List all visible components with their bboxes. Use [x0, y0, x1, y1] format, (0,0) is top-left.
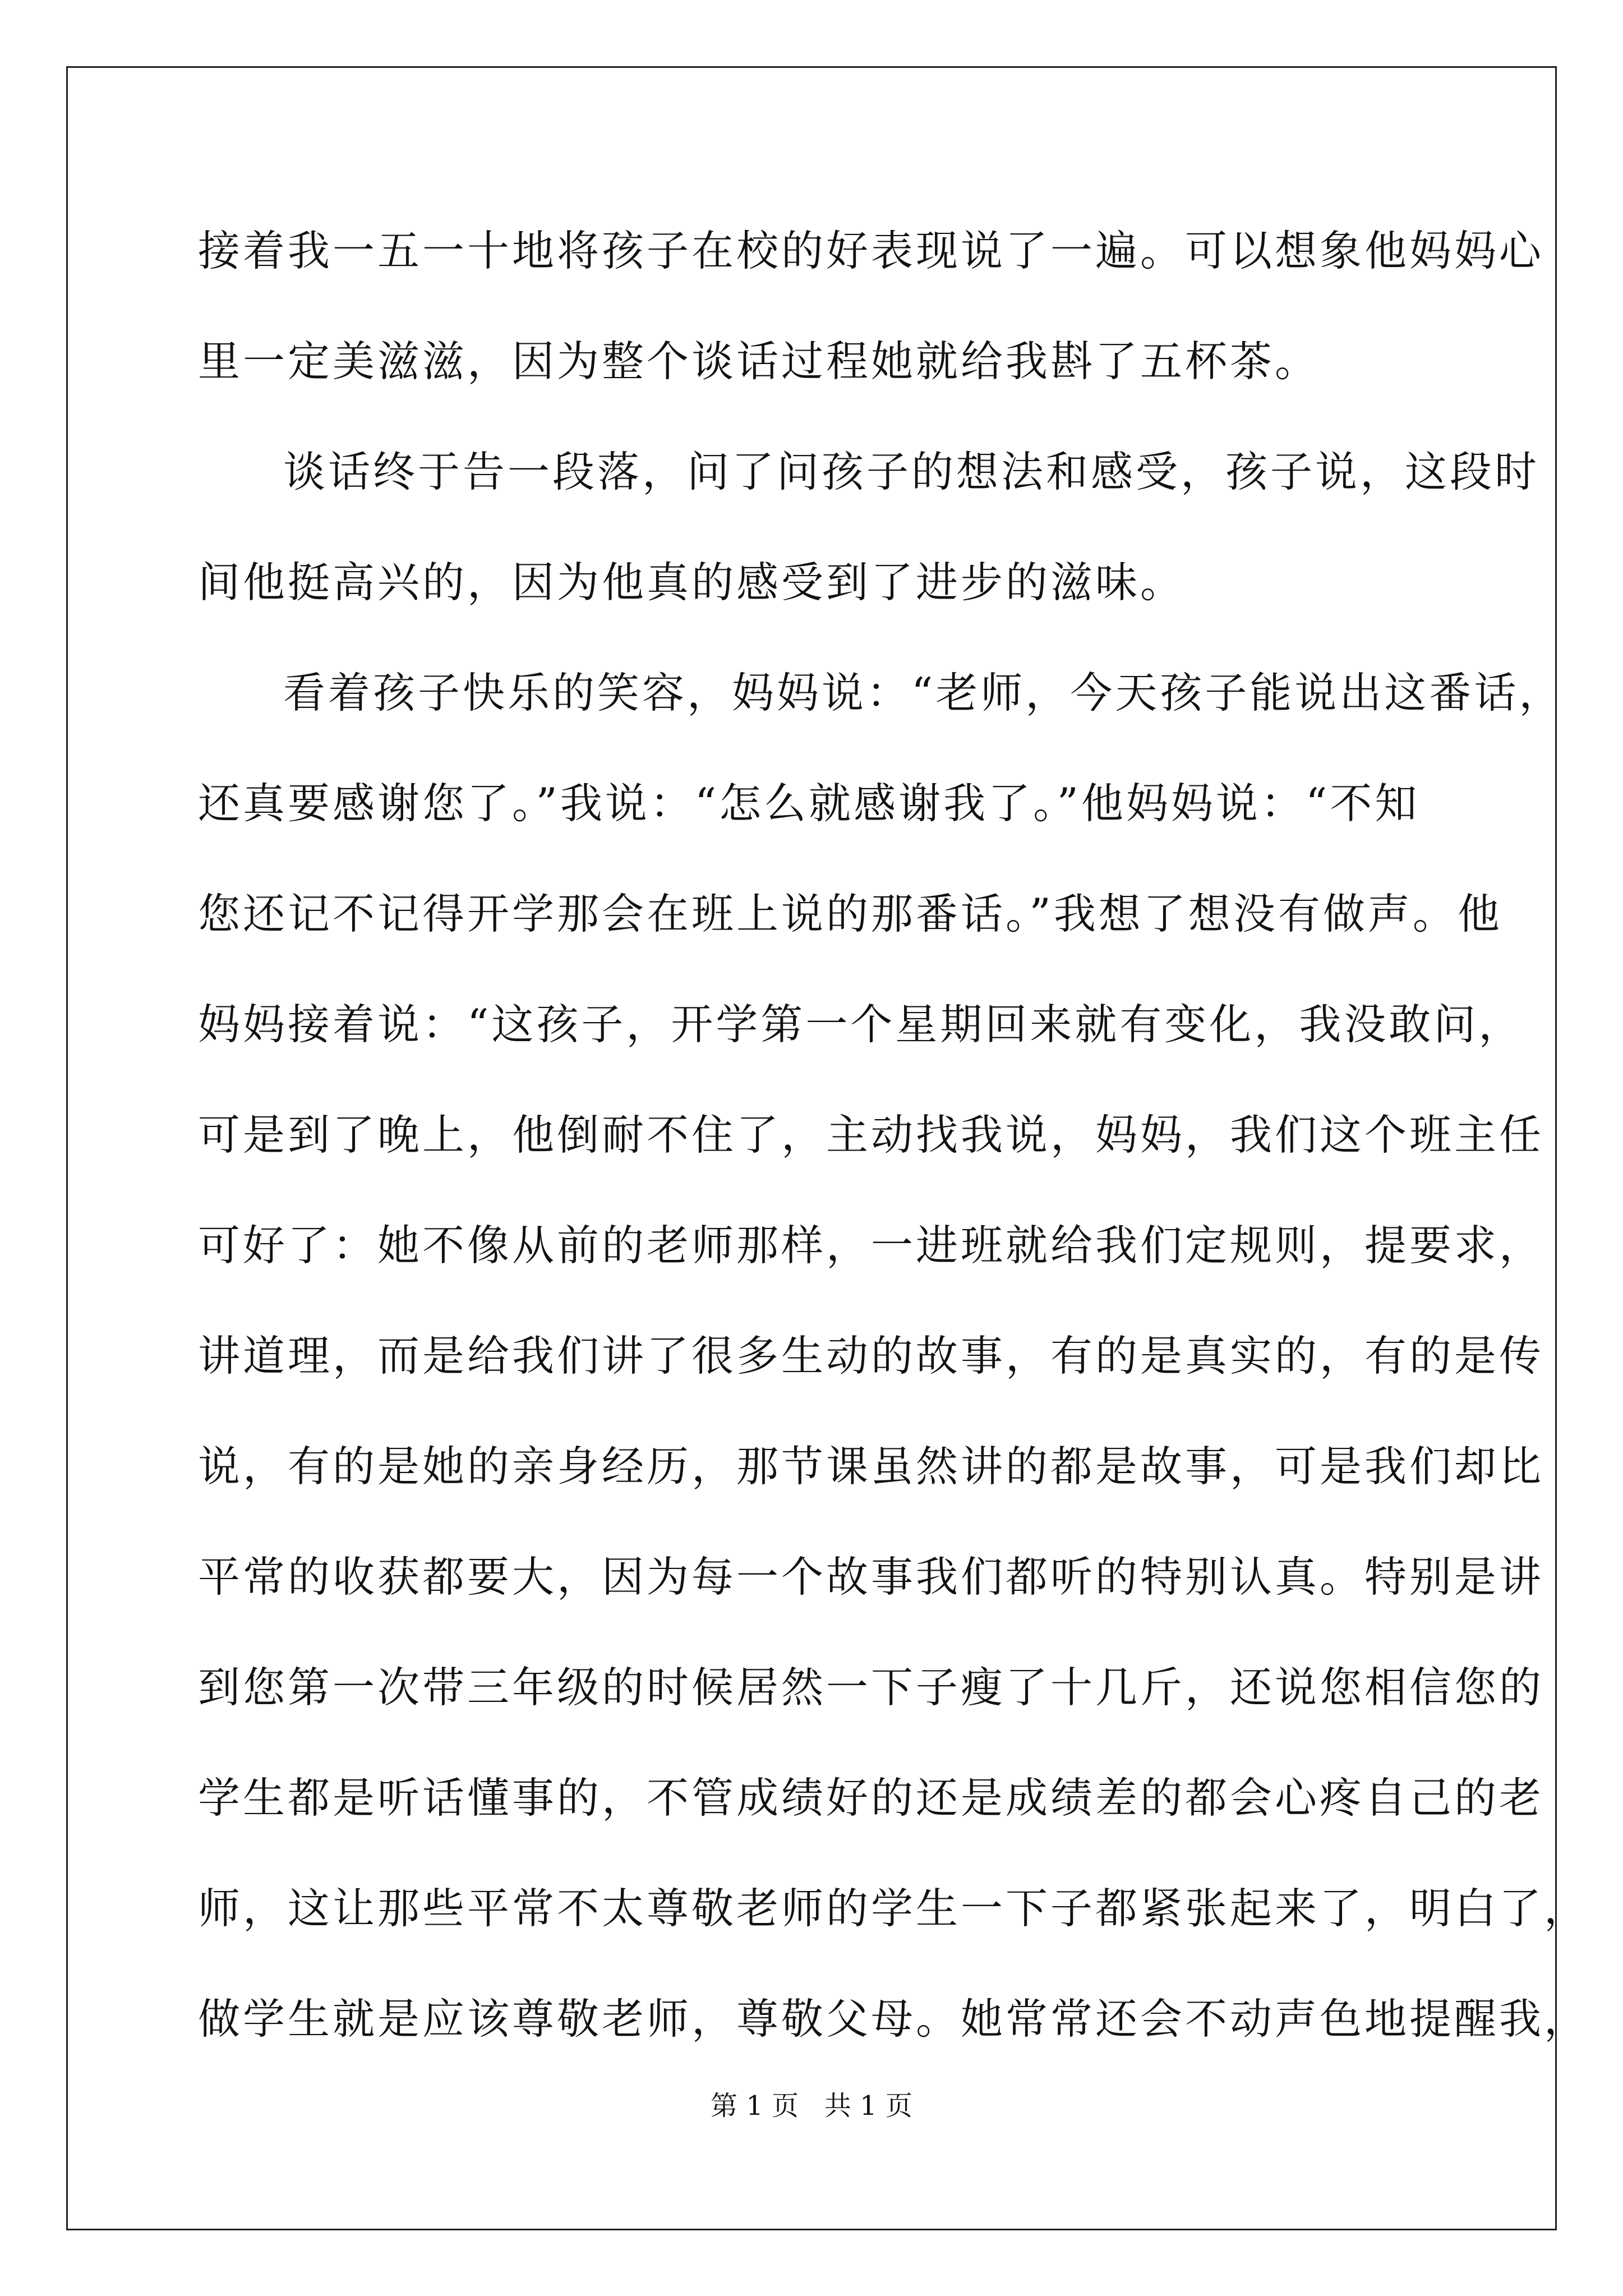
- text-line: 平常的收获都要大，因为每一个故事我们都听的特别认真。特别是讲: [198, 1552, 1544, 1602]
- text-line: 还真要感谢您了。”我说：“怎么就感谢我了。”他妈妈说：“不知: [198, 779, 1420, 828]
- page-footer: 第 1 页 共 1 页: [711, 2090, 912, 2122]
- text-line: 您还记不记得开学那会在班上说的那番话。”我想了想没有做声。他: [198, 889, 1502, 938]
- text-line: 里一定美滋滋，因为整个谈话过程她就给我斟了五杯茶。: [198, 337, 1320, 386]
- text-line: 接着我一五一十地将孩子在校的好表现说了一遍。可以想象他妈妈心: [198, 226, 1544, 275]
- text-line: 讲道理，而是给我们讲了很多生动的故事，有的是真实的，有的是传: [198, 1331, 1544, 1381]
- text-line: 做学生就是应该尊敬老师，尊敬父母。她常常还会不动声色地提醒我，: [198, 1994, 1589, 2044]
- text-line: 可是到了晚上，他倒耐不住了，主动找我说，妈妈，我们这个班主任: [198, 1110, 1544, 1159]
- text-line: 到您第一次带三年级的时候居然一下子瘦了十几斤，还说您相信您的: [198, 1663, 1544, 1712]
- body-text: [198, 220, 1589, 2099]
- text-line: 妈妈接着说：“这孩子，开学第一个星期回来就有变化，我没敢问，: [198, 1000, 1524, 1049]
- text-line: 谈话终于告一段落，问了问孩子的想法和感受，孩子说，这段时: [283, 447, 1540, 496]
- text-line: 间他挺高兴的，因为他真的感受到了进步的滋味。: [198, 558, 1186, 607]
- text-line: 师，这让那些平常不太尊敬老师的学生一下子都紧张起来了，明白了，: [198, 1884, 1589, 1933]
- text-line: 学生都是听话懂事的，不管成绩好的还是成绩差的都会心疼自己的老: [198, 1773, 1544, 1823]
- text-line: 看着孩子快乐的笑容，妈妈说：“老师，今天孩子能说出这番话，: [283, 668, 1564, 717]
- text-line: 说，有的是她的亲身经历，那节课虽然讲的都是故事，可是我们却比: [198, 1442, 1544, 1491]
- text-line: 可好了：她不像从前的老师那样，一进班就给我们定规则，提要求，: [198, 1221, 1544, 1270]
